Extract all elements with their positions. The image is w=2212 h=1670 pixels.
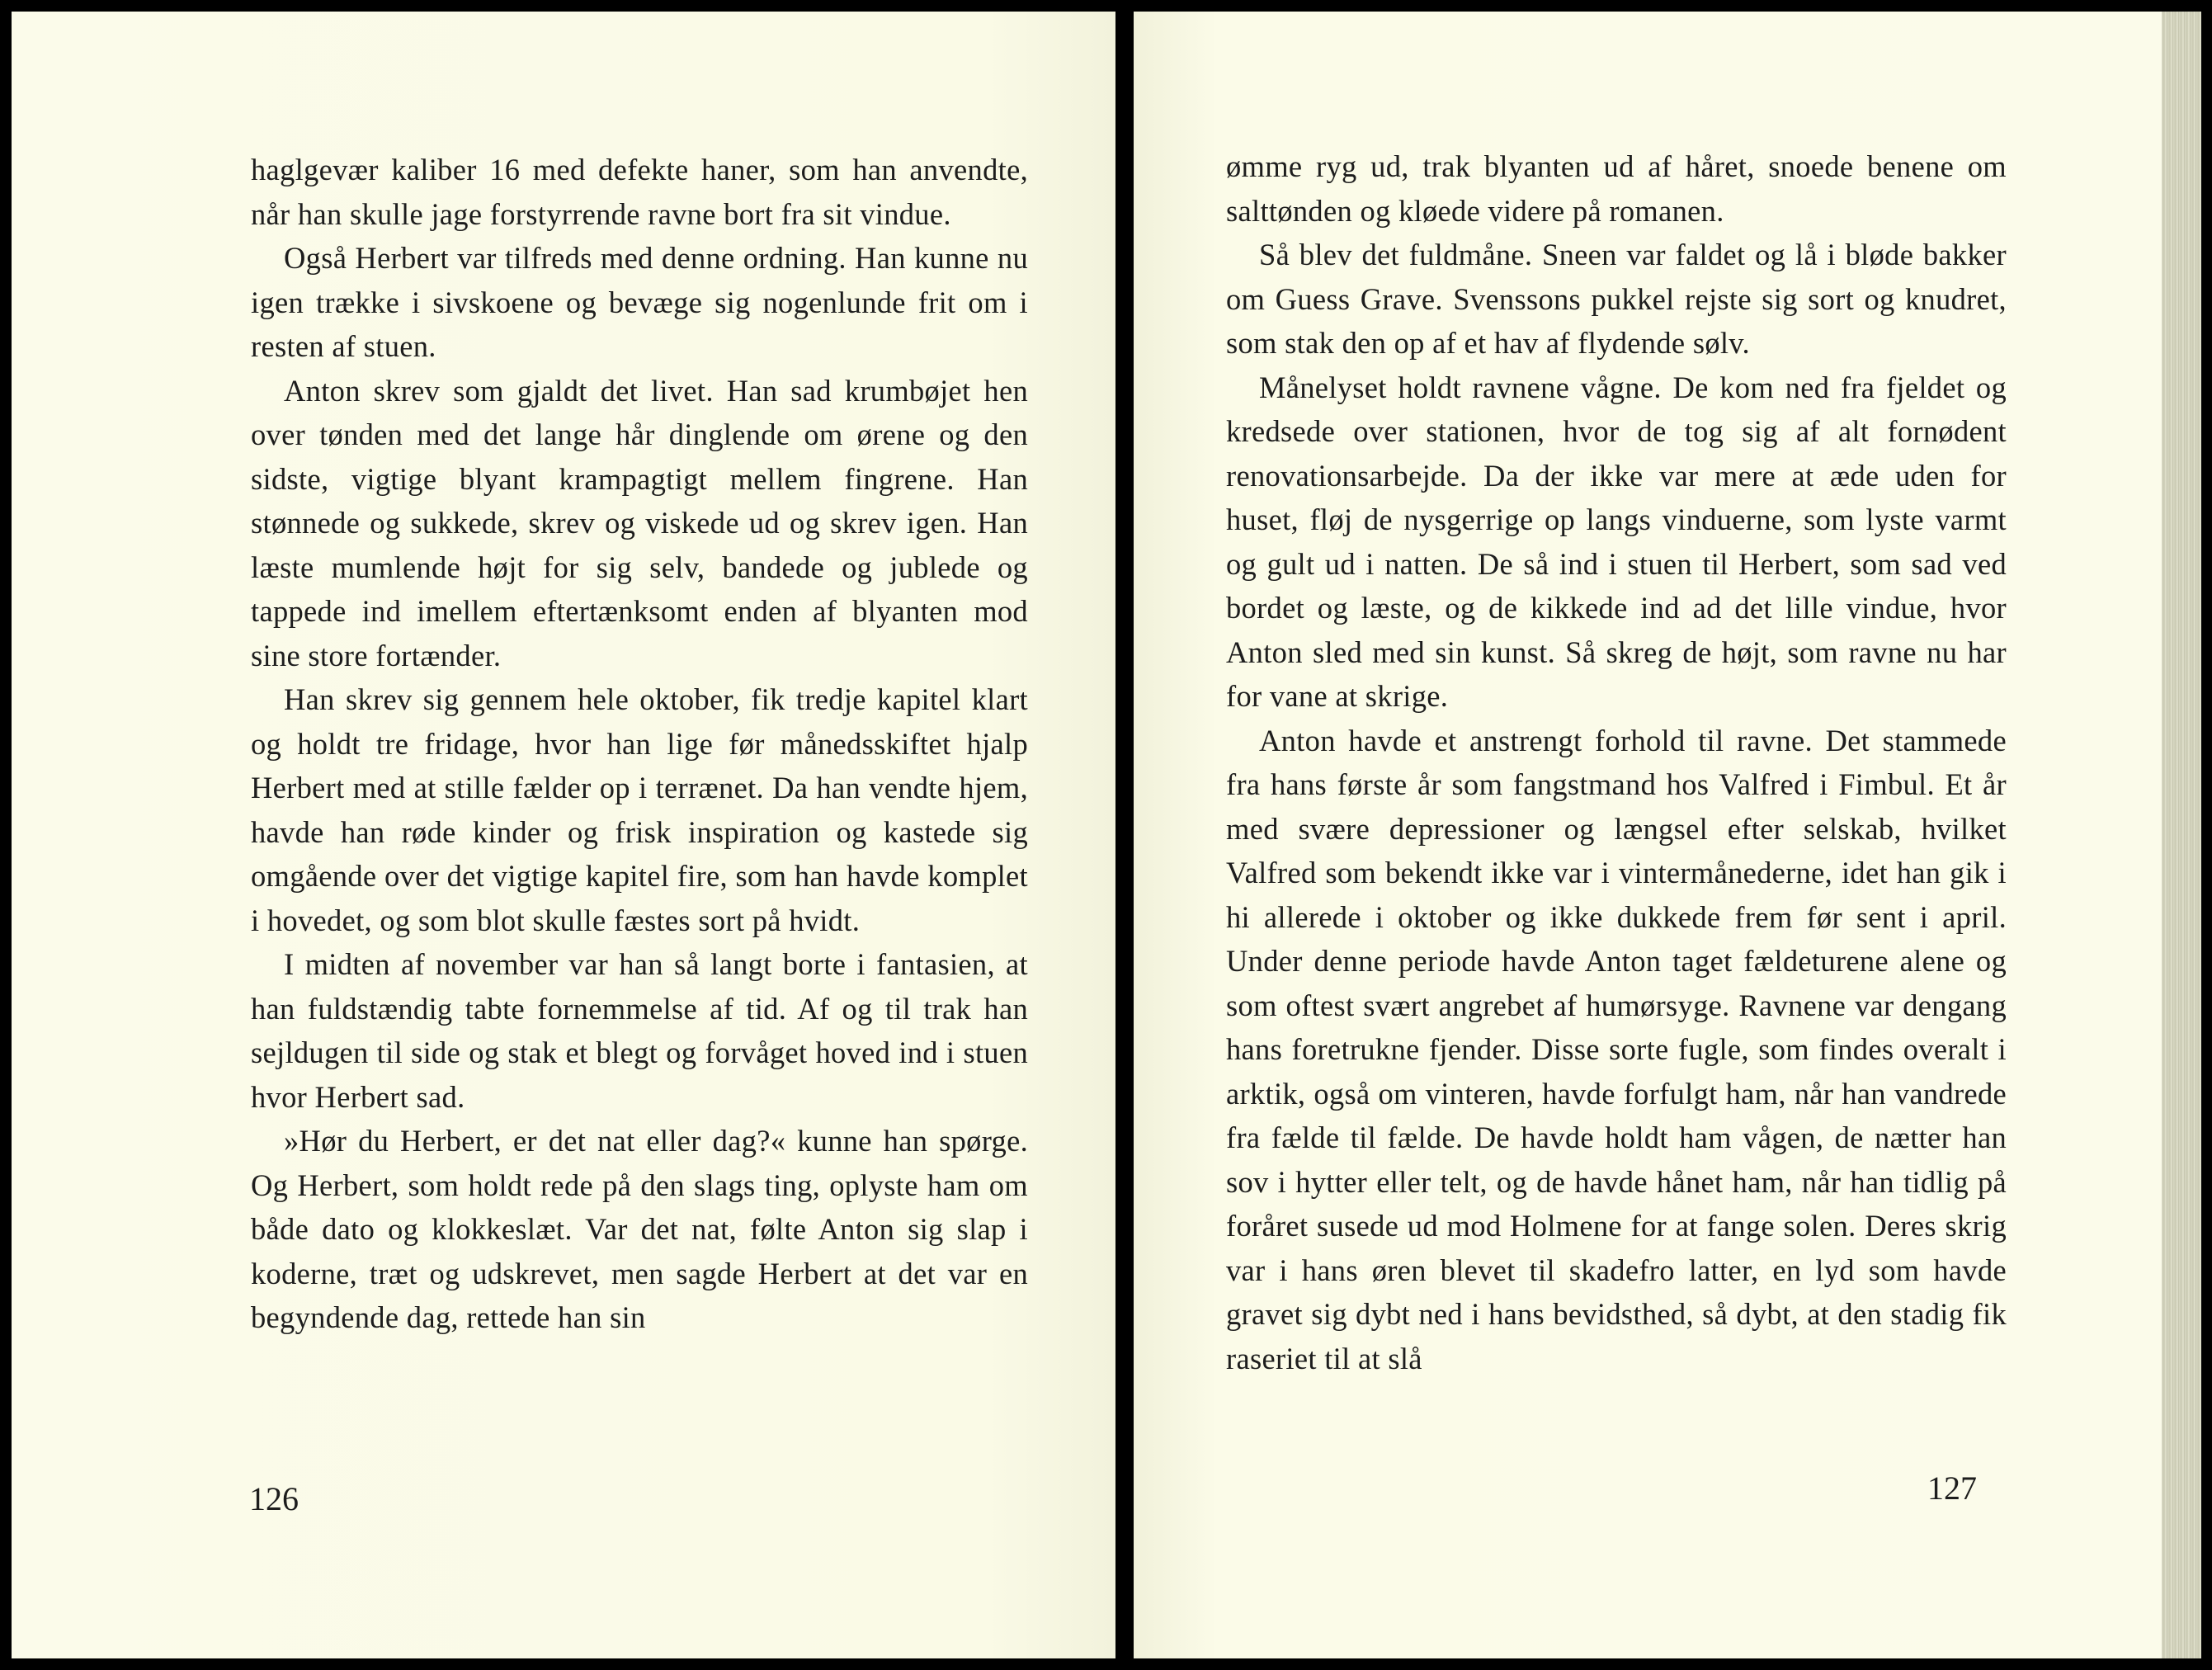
right-page-text: [1226, 144, 2007, 1380]
left-page-text: [251, 148, 1028, 1340]
paragraph: I midten af november var han så langt borte i fantasien, at han fuldstændig tabte fornemmelse af tid. Af og til trak han sejldugen til side og stak et blegt og forvåget hoved ind i stuen hvor Herbert sad.: [251, 947, 1028, 1114]
paragraph: ømme ryg ud, trak blyanten ud af håret, snoede benene om salttønden og kløede videre på romanen.: [1226, 149, 2007, 228]
page-number-right: 127: [1927, 1470, 1977, 1507]
page-edge: [2162, 12, 2201, 1658]
paragraph: Han skrev sig gennem hele oktober, fik tredje kapitel klart og holdt tre fridage, hvor han lige før månedsskiftet hjalp Herbert med at stille fælder op i terrænet. Da han vendte hjem, havde han røde kinder og frisk inspiration og kastede sig omgående over det vigtige kapitel fire, som han havde komplet i hovedet, og som blot skulle fæstes sort på hvidt.: [251, 682, 1028, 937]
paragraph: Månelyset holdt ravnene vågne. De kom ned fra fjeldet og kredsede over stationen, hvor de tog sig af alt fornødent renovationsarbejde. Da der ikke var mere at æde uden for huset, fløj de nysgerrige op langs vinduerne, som lyste varmt og gult ud i natten. De så ind i stuen til Herbert, som sad ved bordet og læste, og de kikkede ind ad det lille vindue, hvor Anton sled med sin kunst. Så skreg de højt, som ravne nu har for vane at skrige.: [1226, 370, 2007, 713]
paragraph: Anton skrev som gjaldt det livet. Han sad krumbøjet hen over tønden med det lange hår dinglende om ørene og den sidste, vigtige blyant krampagtigt mellem fingrene. Han stønnede og sukkede, skrev og viskede ud og skrev igen. Han læste mumlende højt for sig selv, bandede og jublede og tappede ind imellem eftertænksomt enden af blyanten mod sine store fortænder.: [251, 373, 1028, 672]
paragraph: Anton havde et anstrengt forhold til ravne. Det stammede fra hans første år som fangstmand hos Valfred i Fimbul. Et år med svære depressioner og længsel efter selskab, hvilket Valfred som bekendt ikke var i vintermånederne, idet han gik i hi allerede i oktober og ikke dukkede frem før sent i april. Under denne periode havde Anton taget fældeturene alene og som oftest svært angrebet af humørsyge. Ravnene var dengang hans foretrukne fjender. Disse sorte fugle, som findes overalt i arktik, også om vinteren, havde forfulgt ham, når han vandrede fra fælde til fælde. De havde holdt ham vågen, de nætter han sov i hytter eller telt, og de havde hånet ham, når han tidlig på foråret susede ud mod Holmene for at fange solen. Deres skrig var i hans øren blevet til skadefro latter, en lyd som havde gravet sig dybt ned i hans bevidsthed, så dybt, at den stadig fik raseriet til at slå: [1226, 723, 2007, 1375]
paragraph: Så blev det fuldmåne. Sneen var faldet og lå i bløde bakker om Guess Grave. Svenssons pukkel rejste sig sort og knudret, som stak den op af et hav af flydende sølv.: [1226, 238, 2007, 360]
paragraph: haglgevær kaliber 16 med defekte haner, som han anvendte, når han skulle jage forstyrrende ravne bort fra sit vindue.: [251, 153, 1028, 231]
right-page: [1134, 12, 2181, 1658]
left-page: [12, 12, 1115, 1658]
paragraph: »Hør du Herbert, er det nat eller dag?« kunne han spørge. Og Herbert, som holdt rede på den slags ting, oplyste ham om både dato og klokkeslæt. Var det nat, følte Anton sig slap i koderne, træt og udskrevet, men sagde Herbert at det var en begyndende dag, rettede han sin: [251, 1124, 1028, 1334]
page-number-left: 126: [249, 1480, 299, 1517]
paragraph: Også Herbert var tilfreds med denne ordning. Han kunne nu igen trække i sivskoene og bevæge sig nogenlunde frit om i resten af stuen.: [251, 241, 1028, 363]
